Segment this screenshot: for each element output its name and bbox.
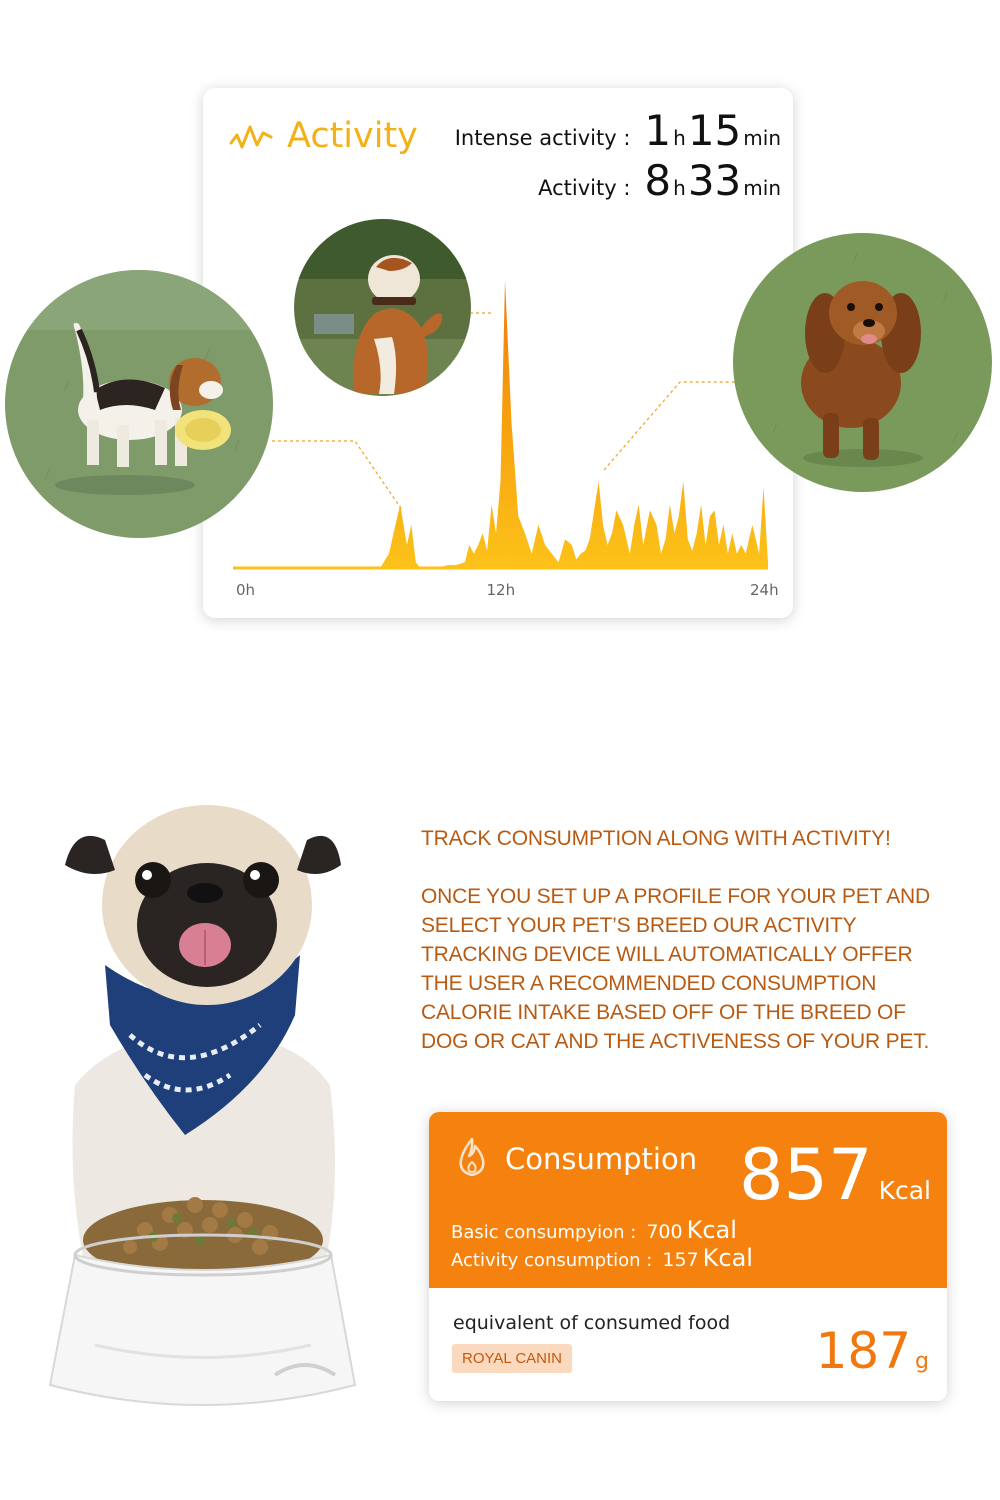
- total-activity-stat: [538, 156, 783, 205]
- promo-body-text: ONCE YOU SET UP A PROFILE FOR YOUR PET AND SELECT YOUR PET’S BREED OUR ACTIVITY TRACKING DEVICE WILL AUTOMATICALLY OFFER THE USER A RECOMMENDED CONSUMPTION CALORIE INTAKE BASED OFF OF THE BREED OF DOG OR CAT AND THE ACTIVENESS OF YOUR PET.: [421, 885, 930, 1053]
- total-hours: 8: [644, 156, 672, 205]
- consumed-food-grams: [816, 1322, 929, 1380]
- consumption-total: [739, 1134, 931, 1216]
- total-minutes-unit: min: [743, 176, 781, 200]
- beagle-with-frisbee-photo: [5, 270, 273, 538]
- bulldog-jumping-photo: [294, 219, 471, 396]
- total-kcal-unit: Kcal: [878, 1176, 931, 1205]
- intense-hours: 1: [644, 106, 672, 155]
- intense-activity-stat: [455, 106, 783, 155]
- consumption-title: Consumption: [505, 1142, 698, 1176]
- x-tick-label: 0h: [236, 581, 256, 599]
- grams-value: 187: [815, 1322, 912, 1380]
- brand-badge: ROYAL CANIN: [452, 1344, 572, 1373]
- activity-card: [203, 88, 793, 618]
- activity-wave-icon: [229, 121, 273, 151]
- intense-activity-label: Intense activity :: [454, 126, 631, 150]
- basic-consumption-label: Basic consumpyion :: [451, 1222, 637, 1243]
- equivalent-food-label: equivalent of consumed food: [453, 1312, 731, 1334]
- basic-consumption-value: 700: [646, 1221, 683, 1243]
- consumption-card: [429, 1112, 947, 1401]
- total-activity-label: Activity :: [538, 176, 631, 200]
- intense-hours-unit: h: [673, 126, 686, 150]
- consumption-header-panel: [429, 1112, 947, 1288]
- total-hours-unit: h: [673, 176, 686, 200]
- activity-title: Activity: [287, 116, 418, 156]
- total-kcal-value: 857: [738, 1134, 873, 1216]
- promo-headline: TRACK CONSUMPTION ALONG WITH ACTIVITY!: [421, 827, 891, 850]
- pug-with-food-bowl-photo: [35, 785, 370, 1425]
- activity-consumption-label: Activity consumption :: [451, 1250, 653, 1271]
- flame-icon: [455, 1136, 489, 1182]
- activity-header: [229, 116, 418, 156]
- cocker-spaniel-running-photo: [733, 233, 992, 492]
- x-tick-label: 12h: [486, 581, 516, 599]
- total-minutes: 33: [687, 156, 742, 205]
- grams-unit: g: [915, 1349, 929, 1374]
- basic-consumption-unit: Kcal: [686, 1216, 737, 1244]
- activity-consumption-unit: Kcal: [702, 1244, 753, 1272]
- activity-consumption-value: 157: [662, 1249, 699, 1271]
- activity-consumption-row: [451, 1244, 753, 1272]
- intense-minutes: 15: [687, 106, 742, 155]
- basic-consumption-row: [451, 1216, 737, 1244]
- intense-minutes-unit: min: [743, 126, 781, 150]
- x-tick-label: 24h: [750, 581, 779, 599]
